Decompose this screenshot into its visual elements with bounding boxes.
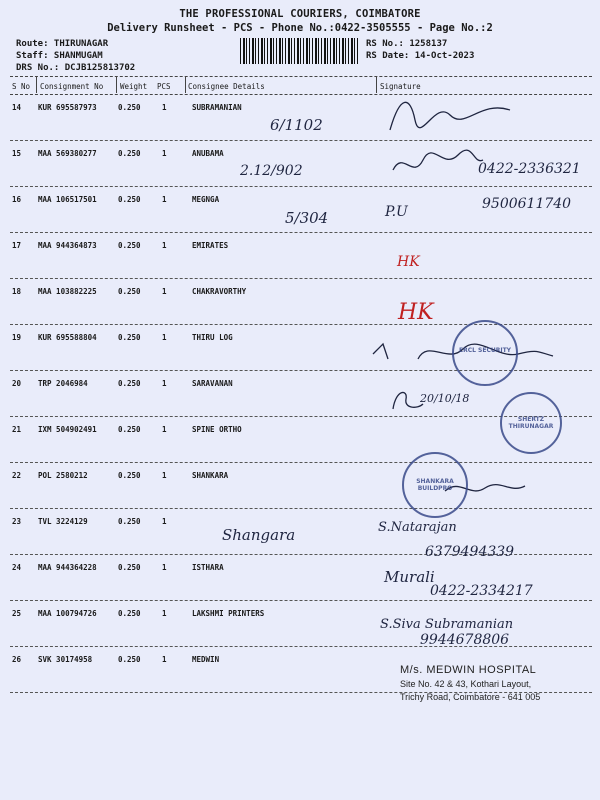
cell-sno: 20 (12, 379, 22, 388)
drs-number: DRS No.: DCJB125813702 (16, 63, 136, 73)
cell-consignment: POL 2580212 (38, 471, 88, 480)
col-divider (36, 77, 37, 93)
cell-consignment: MAA 944364228 (38, 563, 97, 572)
handwritten-note: 9944678806 (420, 632, 510, 648)
cell-sno: 25 (12, 609, 22, 618)
cell-pcs: 1 (162, 563, 167, 572)
hospital-name: M/s. MEDWIN HOSPITAL (400, 664, 537, 676)
hospital-address-2: Trichy Road, Coimbatore - 641 005 (400, 692, 541, 702)
cell-sno: 18 (12, 287, 22, 296)
cell-consignment: KUR 695588804 (38, 333, 97, 342)
col-divider (376, 77, 377, 93)
rubber-stamp: SHANKARA BUILDPRO (402, 452, 468, 518)
cell-pcs: 1 (162, 287, 167, 296)
col-consignee: Consignee Details (188, 82, 265, 91)
staff-label: Staff: SHANMUGAM (16, 51, 103, 61)
handwritten-note: P.U (385, 204, 408, 220)
hospital-address-1: Site No. 42 & 43, Kothari Layout, (400, 679, 532, 689)
runsheet-subtitle: Delivery Runsheet - PCS - Phone No.:0422-3505555 - Page No.:2 (107, 22, 493, 34)
handwritten-note: Murali (384, 568, 435, 586)
cell-weight: 0.250 (118, 149, 141, 158)
cell-weight: 0.250 (118, 609, 141, 618)
cell-pcs: 1 (162, 333, 167, 342)
signature-scribble (388, 140, 488, 186)
cell-sno: 23 (12, 517, 22, 526)
handwritten-note: S.Siva Subramanian (380, 617, 514, 632)
cell-consignment: MAA 944364873 (38, 241, 97, 250)
cell-pcs: 1 (162, 195, 167, 204)
cell-weight: 0.250 (118, 103, 141, 112)
cell-consignee: CHAKRAVORTHY (192, 287, 247, 296)
cell-weight: 0.250 (118, 333, 141, 342)
handwritten-note: HK (398, 300, 434, 325)
cell-sno: 19 (12, 333, 22, 342)
cell-pcs: 1 (162, 379, 167, 388)
cell-weight: 0.250 (118, 241, 141, 250)
table-row (10, 279, 592, 325)
barcode (240, 38, 358, 64)
handwritten-note: 5/304 (285, 209, 329, 227)
cell-weight: 0.250 (118, 655, 141, 664)
rubber-stamp: SHERTZ THIRUNAGAR (500, 392, 562, 454)
handwritten-note: 6379494339 (425, 544, 515, 560)
route-label: Route: THIRUNAGAR (16, 39, 109, 49)
cell-consignment: MAA 100794726 (38, 609, 97, 618)
col-weight: Weight (120, 82, 148, 91)
cell-pcs: 1 (162, 517, 167, 526)
cell-pcs: 1 (162, 103, 167, 112)
rs-date: RS Date: 14-Oct-2023 (366, 51, 475, 61)
table-row (10, 233, 592, 279)
signature-scribble (388, 384, 428, 414)
rs-info (366, 38, 474, 62)
handwritten-note: 6/1102 (270, 116, 323, 134)
cell-pcs: 1 (162, 609, 167, 618)
cell-sno: 14 (12, 103, 22, 112)
cell-pcs: 1 (162, 471, 167, 480)
cell-consignment: IXM 504902491 (38, 425, 97, 434)
cell-consignee: MEDWIN (192, 655, 220, 664)
cell-consignee: SARAVANAN (192, 379, 233, 388)
cell-pcs: 1 (162, 149, 167, 158)
handwritten-note: 20/10/18 (420, 392, 470, 405)
handwritten-note: 2.12/902 (240, 163, 303, 179)
handwritten-note: 0422-2334217 (430, 583, 533, 599)
cell-weight: 0.250 (118, 195, 141, 204)
company-title: THE PROFESSIONAL COURIERS, COIMBATORE (179, 8, 421, 20)
col-sno: S No (12, 82, 31, 91)
route-info (16, 38, 135, 74)
handwritten-note: 0422-2336321 (478, 161, 581, 177)
col-consignment: Consignment No (40, 82, 104, 91)
cell-weight: 0.250 (118, 517, 141, 526)
cell-consignee: LAKSHMI PRINTERS (192, 609, 265, 618)
col-pcs: PCS (157, 82, 171, 91)
signature-scribble (380, 90, 520, 136)
cell-consignee: ISTHARA (192, 563, 224, 572)
cell-sno: 26 (12, 655, 22, 664)
col-divider (185, 77, 186, 93)
cell-consignment: KUR 695587973 (38, 103, 97, 112)
cell-weight: 0.250 (118, 287, 141, 296)
cell-sno: 21 (12, 425, 22, 434)
cell-sno: 15 (12, 149, 22, 158)
cell-weight: 0.250 (118, 563, 141, 572)
cell-pcs: 1 (162, 241, 167, 250)
cell-weight: 0.250 (118, 379, 141, 388)
handwritten-note: S.Natarajan (378, 520, 457, 535)
cell-consignee: SUBRAMANIAN (192, 103, 242, 112)
hospital-stamp (400, 664, 540, 702)
cell-sno: 22 (12, 471, 22, 480)
cell-consignee: ANUBAMA (192, 149, 224, 158)
handwritten-note: HK (397, 254, 420, 270)
cell-consignment: TRP 2046984 (38, 379, 88, 388)
rubber-stamp: ERCL SECURITY (452, 320, 518, 386)
cell-sno: 24 (12, 563, 22, 572)
cell-consignee: MEGNGA (192, 195, 220, 204)
cell-weight: 0.250 (118, 425, 141, 434)
cell-consignment: TVL 3224129 (38, 517, 88, 526)
rs-number: RS No.: 1258137 (366, 39, 448, 49)
cell-sno: 17 (12, 241, 22, 250)
cell-consignee: SHANKARA (192, 471, 229, 480)
handwritten-note: Shangara (222, 526, 296, 544)
cell-consignment: MAA 103882225 (38, 287, 97, 296)
cell-consignee: THIRU LOG (192, 333, 233, 342)
cell-consignment: MAA 569380277 (38, 149, 97, 158)
cell-sno: 16 (12, 195, 22, 204)
col-signature: Signature (380, 82, 421, 91)
cell-pcs: 1 (162, 425, 167, 434)
cell-consignment: SVK 30174958 (38, 655, 93, 664)
cell-consignee: EMIRATES (192, 241, 229, 250)
cell-pcs: 1 (162, 655, 167, 664)
table-top-rule (10, 76, 592, 77)
handwritten-note: 9500611740 (482, 196, 572, 212)
runsheet-header (0, 8, 600, 34)
cell-consignee: SPINE ORTHO (192, 425, 242, 434)
cell-consignment: MAA 106517501 (38, 195, 97, 204)
cell-weight: 0.250 (118, 471, 141, 480)
col-divider (116, 77, 117, 93)
